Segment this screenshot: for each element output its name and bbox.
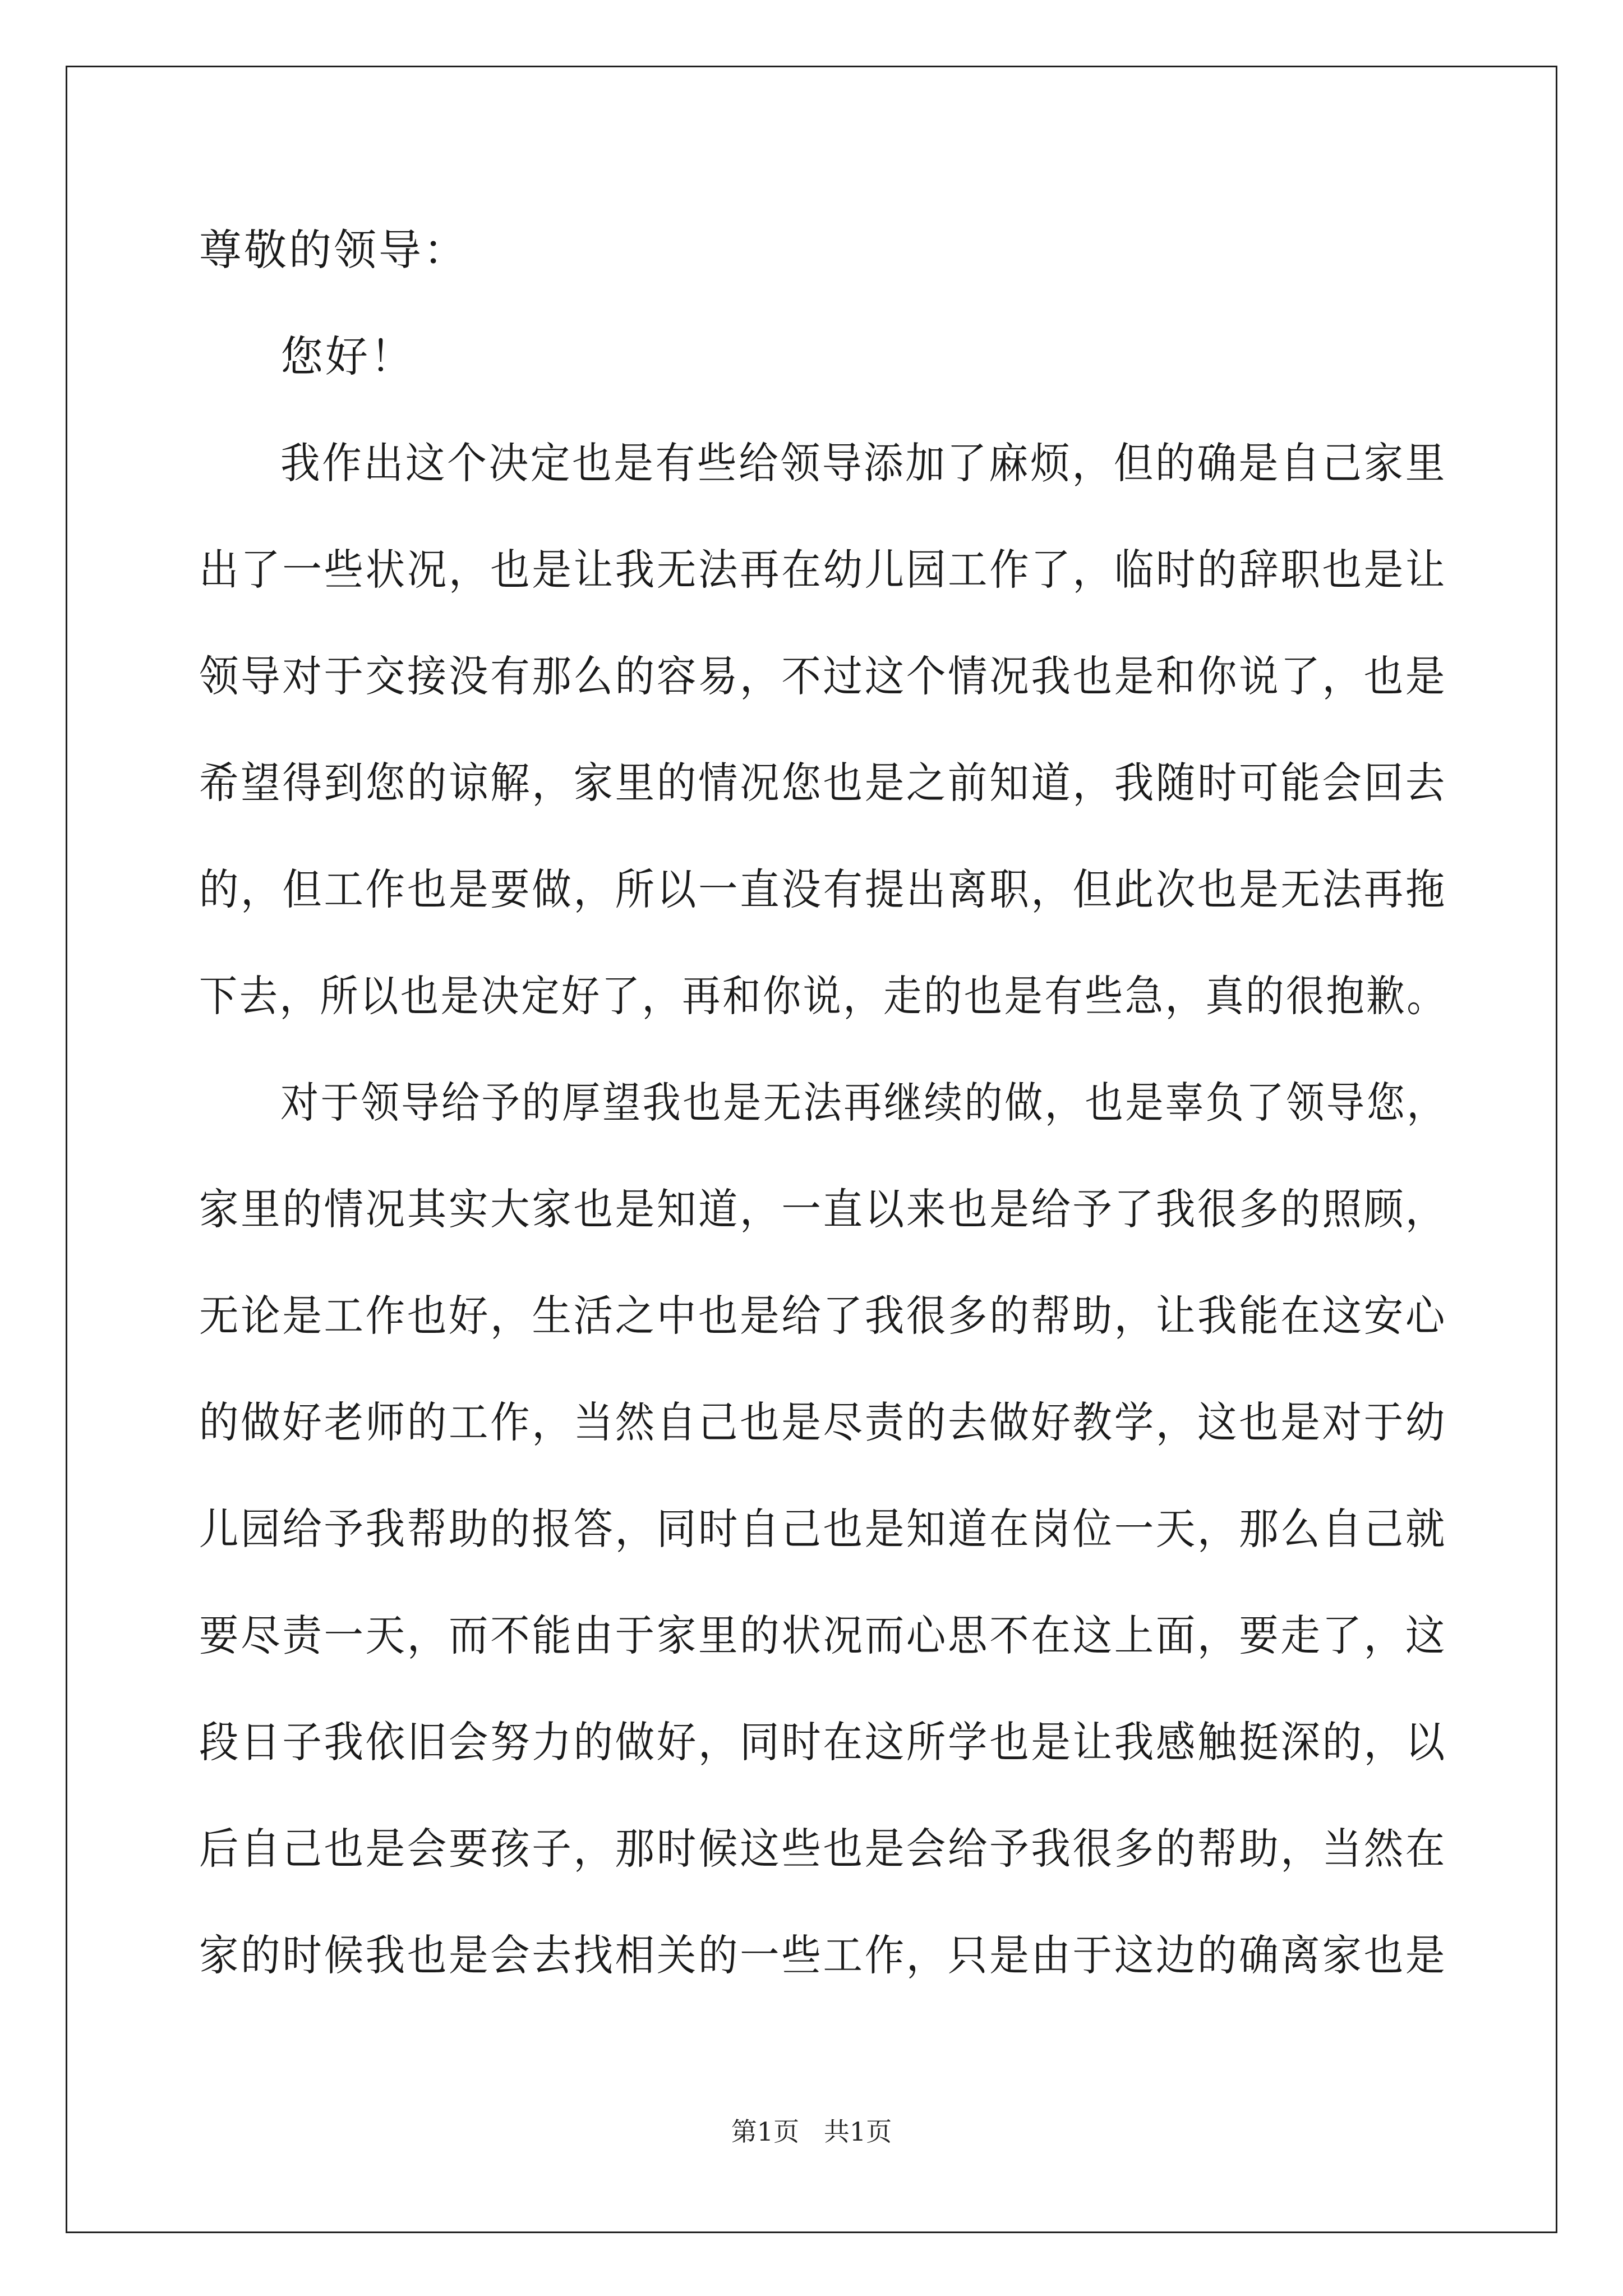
page-number-footer: 第1页 共1页 (731, 2116, 892, 2147)
paragraph-1-line-6: 下去，所以也是决定好了，再和你说，走的也是有些急，真的很抱歉。 (199, 971, 1447, 1021)
paragraph-2-line-4: 的做好老师的工作，当然自己也是尽责的去做好教学，这也是对于幼 (199, 1397, 1447, 1447)
paragraph-1-line-3: 领导对于交接没有那么的容易，不过这个情况我也是和你说了，也是 (199, 651, 1447, 701)
paragraph-2-line-7: 段日子我依旧会努力的做好，同时在这所学也是让我感触挺深的，以 (199, 1717, 1447, 1767)
greeting: 您好！ (280, 332, 415, 381)
paragraph-2-line-9: 家的时候我也是会去找相关的一些工作，只是由于这边的确离家也是 (199, 1930, 1447, 1980)
paragraph-2-line-5: 儿园给予我帮助的报答，同时自己也是知道在岗位一天，那么自己就 (199, 1504, 1447, 1554)
paragraph-1-line-4: 希望得到您的谅解，家里的情况您也是之前知道，我随时可能会回去 (199, 758, 1447, 808)
paragraph-2-line-8: 后自己也是会要孩子，那时候这些也是会给予我很多的帮助，当然在 (199, 1824, 1447, 1874)
salutation: 尊敬的领导： (199, 225, 468, 275)
page-border (66, 66, 1557, 2233)
paragraph-2-line-1: 对于领导给予的厚望我也是无法再继续的做，也是辜负了领导您， (280, 1078, 1447, 1128)
paragraph-2-line-6: 要尽责一天，而不能由于家里的状况而心思不在这上面，要走了，这 (199, 1611, 1447, 1660)
paragraph-1-line-5: 的，但工作也是要做，所以一直没有提出离职，但此次也是无法再拖 (199, 864, 1447, 914)
paragraph-1-line-1: 我作出这个决定也是有些给领导添加了麻烦，但的确是自己家里 (280, 438, 1447, 488)
paragraph-1-line-2: 出了一些状况，也是让我无法再在幼儿园工作了，临时的辞职也是让 (199, 545, 1447, 595)
paragraph-2-line-3: 无论是工作也好，生活之中也是给了我很多的帮助，让我能在这安心 (199, 1291, 1447, 1341)
paragraph-2-line-2: 家里的情况其实大家也是知道，一直以来也是给予了我很多的照顾， (199, 1184, 1447, 1234)
